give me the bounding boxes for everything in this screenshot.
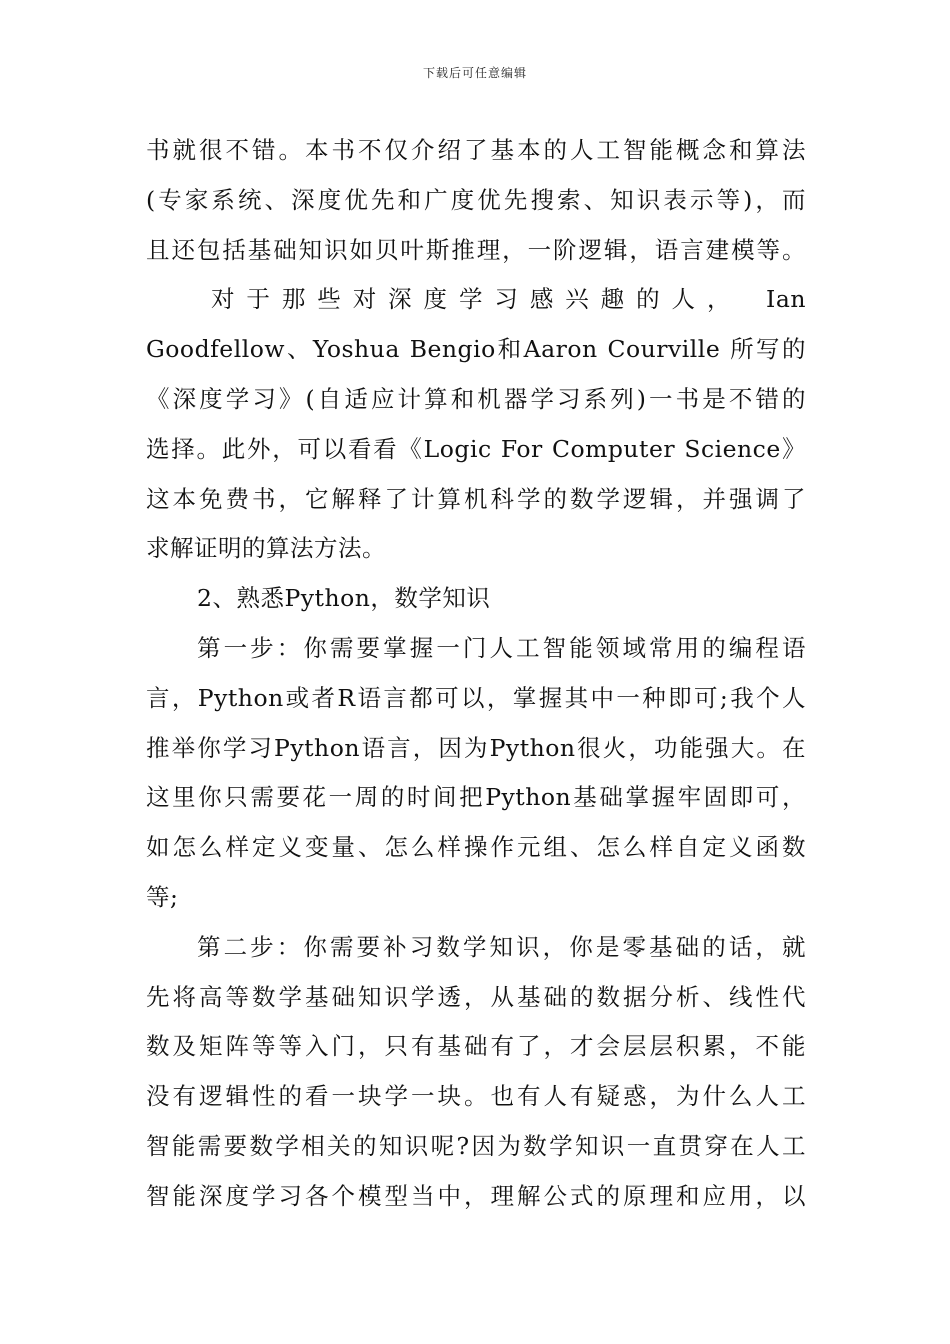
text-line: 言，Python或者R语言都可以，掌握其中一种即可;我个人 — [146, 683, 806, 712]
text-line: 这本免费书，它解释了计算机科学的数学逻辑，并强调了 — [146, 484, 806, 513]
text-line: (专家系统、深度优先和广度优先搜索、知识表示等)，而 — [146, 185, 806, 214]
text-line: 先将高等数学基础知识学透，从基础的数据分析、线性代 — [146, 982, 806, 1011]
text-line: 第二步：你需要补习数学知识，你是零基础的话，就 — [197, 932, 806, 961]
text-line: 选择。此外，可以看看《Logic For Computer Science》 — [146, 434, 806, 463]
text-line: 对于那些对深度学习感兴趣的人， Ian — [211, 285, 806, 314]
text-line: 智能需要数学相关的知识呢?因为数学知识一直贯穿在人工 — [146, 1131, 806, 1160]
text-line: 书就很不错。本书不仅介绍了基本的人工智能概念和算法 — [146, 136, 806, 164]
section-heading: 2、熟悉Python，数学知识 — [197, 584, 491, 613]
text-line: 《深度学习》(自适应计算和机器学习系列)一书是不错的 — [146, 384, 806, 413]
text-line: 这里你只需要花一周的时间把Python基础掌握牢固即可， — [146, 783, 806, 812]
text-line: 求解证明的算法方法。 — [146, 534, 386, 563]
text-line: 第一步：你需要掌握一门人工智能领域常用的编程语 — [197, 633, 806, 662]
text-line: 推举你学习Python语言，因为Python很火，功能强大。在 — [146, 733, 806, 762]
text-line: 数及矩阵等等入门，只有基础有了，才会层层积累，不能 — [146, 1032, 806, 1061]
text-line: 智能深度学习各个模型当中，理解公式的原理和应用，以 — [146, 1181, 806, 1210]
document-body — [146, 126, 806, 1222]
text-line: 如怎么样定义变量、怎么样操作元组、怎么样自定义函数 — [146, 833, 806, 862]
text-line: Goodfellow、Yoshua Bengio和Aaron Courville 所写的 — [146, 335, 806, 364]
page-header-note: 下载后可任意编辑 — [422, 66, 527, 80]
text-line: 且还包括基础知识如贝叶斯推理，一阶逻辑，语言建模等。 — [146, 235, 806, 264]
text-line: 没有逻辑性的看一块学一块。也有人有疑惑，为什么人工 — [146, 1082, 806, 1111]
text-line: 等; — [146, 882, 179, 911]
